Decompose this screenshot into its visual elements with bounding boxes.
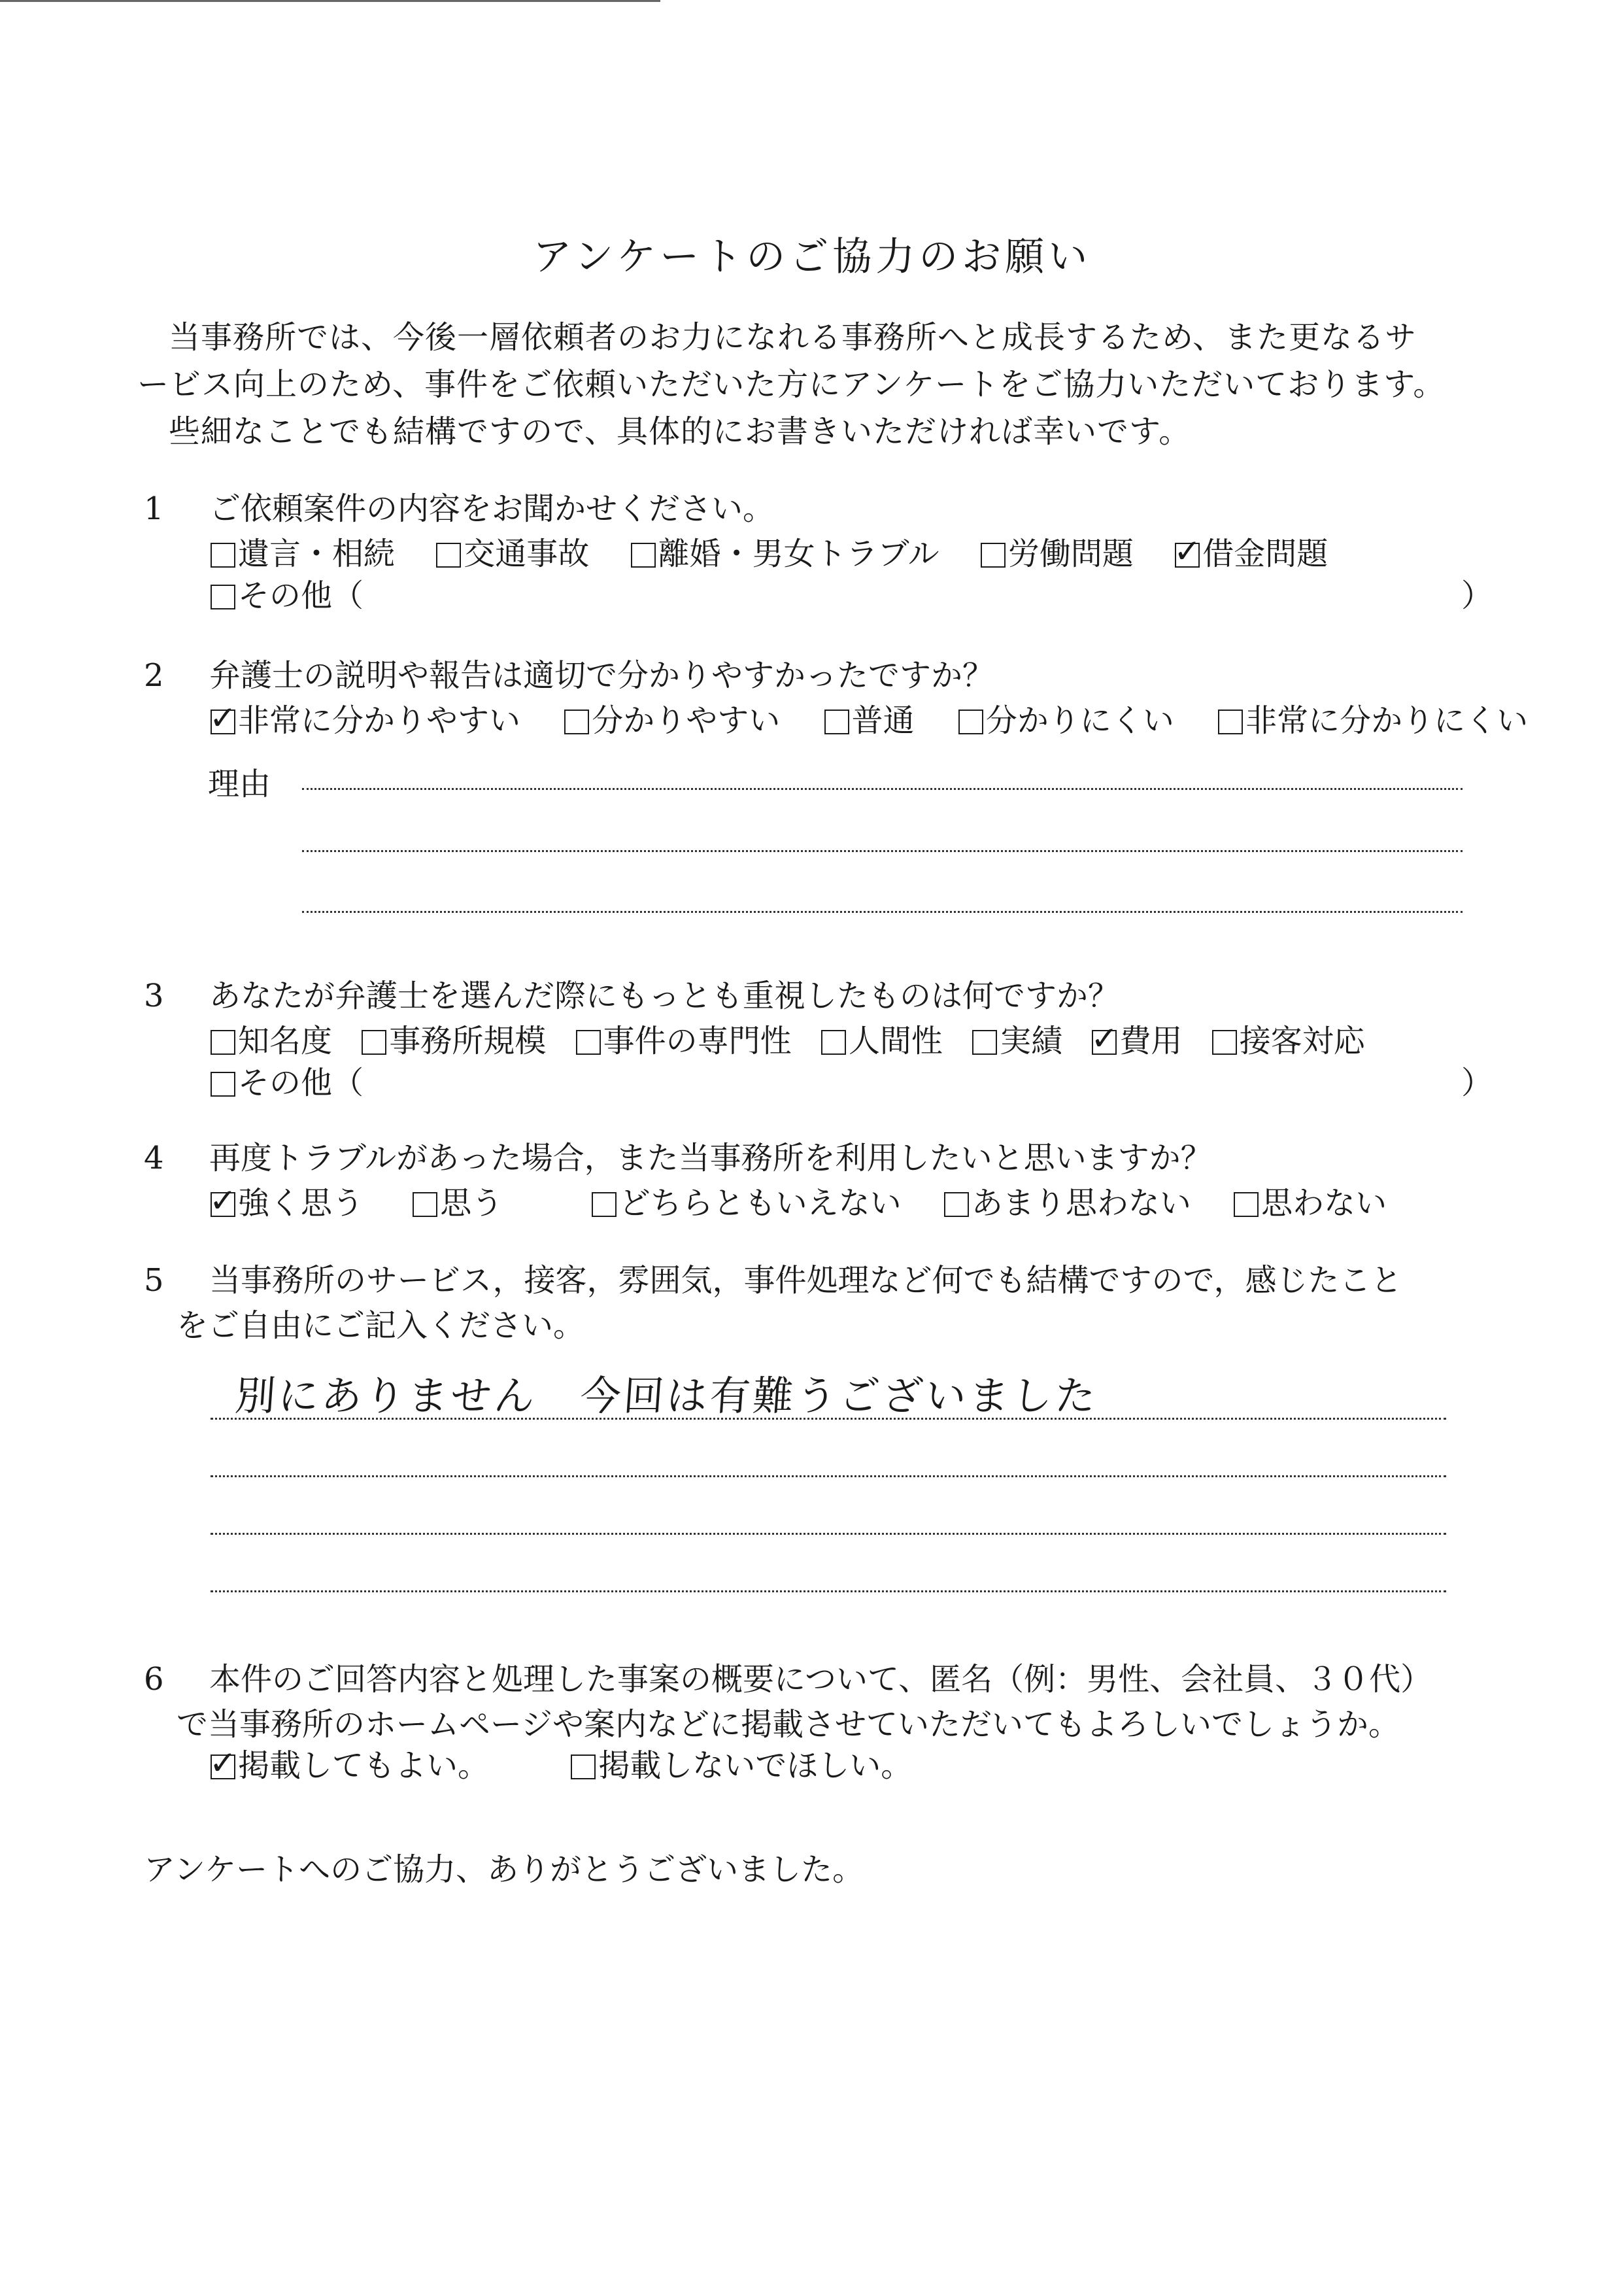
q3-option[interactable]: 接客対応 (1212, 1016, 1365, 1061)
question-number: 2 (144, 657, 164, 694)
q3-other: その他（ (211, 1057, 364, 1103)
q1-option[interactable]: ✓ 借金問題 (1174, 532, 1328, 572)
q4-options (211, 1178, 1387, 1223)
checkbox[interactable] (211, 1072, 235, 1097)
q1-option[interactable]: 労働問題 (981, 528, 1134, 574)
q2-option[interactable]: 非常に分かりにくい (1218, 695, 1528, 740)
q6-options (211, 1740, 912, 1785)
intro-line: ービス向上のため、事件をご依頼いただいた方にアンケートをご協力いただいております。 (137, 366, 1446, 403)
q4-option[interactable]: 思う (413, 1178, 503, 1223)
q1-option[interactable]: 離婚・男女トラブル (631, 528, 939, 574)
checkbox-checked[interactable] (209, 1182, 237, 1220)
q3-other-close: ） (1461, 1065, 1493, 1101)
checkbox[interactable] (413, 1192, 437, 1217)
page-title: アンケートのご協力のお願い (532, 234, 1092, 280)
question-number: 3 (144, 978, 164, 1014)
q3-options (211, 1016, 1365, 1061)
q6-option[interactable]: 掲載しないでほしい。 (571, 1740, 912, 1785)
q3-option[interactable]: 人間性 (821, 1016, 943, 1061)
checkbox[interactable] (1218, 710, 1243, 734)
question-text: あなたが弁護士を選んだ際にもっとも重視したものは何ですか？ (209, 978, 1120, 1014)
reason-label: 理由 (208, 766, 271, 802)
checkbox-checked[interactable] (209, 1744, 237, 1782)
q3-option[interactable]: ✓ 費用 (1091, 1019, 1183, 1059)
q3-option[interactable]: 知名度 (211, 1016, 332, 1061)
q3-option[interactable]: 事務所規模 (362, 1016, 546, 1061)
q2-option[interactable]: 普通 (824, 695, 915, 740)
checkbox[interactable] (972, 1030, 997, 1055)
question-number: 4 (144, 1140, 164, 1176)
q2-option[interactable]: 分かりやすい (564, 695, 780, 740)
checkbox[interactable] (436, 543, 461, 568)
question-text: ご依頼案件の内容をお聞かせください。 (209, 490, 775, 527)
checkbox[interactable] (592, 1192, 617, 1217)
q4-option[interactable]: 思わない (1234, 1178, 1387, 1223)
q2-options (211, 695, 1528, 740)
checkbox[interactable] (944, 1192, 969, 1217)
checkbox[interactable] (211, 543, 235, 568)
q1-option[interactable]: 遺言・相続 (211, 528, 395, 574)
reason-line[interactable] (302, 911, 1463, 913)
checkbox[interactable] (1212, 1030, 1237, 1055)
top-rule (0, 0, 660, 2)
answer-line[interactable] (211, 1418, 1446, 1420)
reason-line[interactable] (302, 850, 1463, 852)
checkbox[interactable] (362, 1030, 386, 1055)
intro-text (137, 314, 1510, 455)
q4-option[interactable]: どちらともいえない (592, 1178, 902, 1223)
q3-option[interactable]: 事件の専門性 (576, 1016, 792, 1061)
q2-option[interactable]: ✓ 非常に分かりやすい (209, 699, 521, 739)
q1-other: その他（ (211, 570, 364, 615)
check-mark-icon: ✓ (209, 1182, 237, 1220)
checkbox[interactable] (576, 1030, 601, 1055)
checkbox-checked[interactable] (1174, 532, 1202, 570)
q6-option[interactable]: ✓ 掲載してもよい。 (209, 1744, 490, 1784)
check-mark-icon: ✓ (1174, 532, 1202, 570)
intro-line: 当事務所では、今後一層依頼者のお力になれる事務所へと成長するため、また更なるサ (169, 319, 1417, 356)
check-mark-icon: ✓ (209, 1744, 237, 1782)
handwritten-answer: 別にありません 今回は有難うございました (233, 1372, 1100, 1420)
checkbox[interactable] (1234, 1192, 1259, 1217)
q1-other-close: ） (1461, 577, 1493, 614)
checkbox[interactable] (981, 543, 1006, 568)
thanks-text: アンケートへのご協力、ありがとうございました。 (144, 1851, 864, 1888)
answer-line[interactable] (211, 1590, 1446, 1592)
intro-line: 些細なことでも結構ですので、具体的にお書きいただければ幸いです。 (169, 413, 1191, 450)
question-text: 弁護士の説明や報告は適切で分かりやすかったですか？ (209, 657, 994, 694)
checkbox-checked[interactable] (1091, 1019, 1119, 1057)
q4-option[interactable]: あまり思わない (944, 1178, 1191, 1223)
reason-line[interactable] (302, 788, 1463, 790)
question-text-cont: で当事務所のホームページや案内などに掲載させていただいてもよろしいでしょうか。 (177, 1706, 1400, 1743)
question-text: 当事務所のサービス，接客，雰囲気，事件処理など何でも結構ですので，感じたこと (209, 1262, 1402, 1299)
q1-options (211, 528, 1359, 574)
q4-option[interactable]: ✓ 強く思う (209, 1182, 364, 1222)
q3-option[interactable]: 実績 (972, 1016, 1062, 1061)
checkbox-checked[interactable] (209, 699, 237, 737)
checkbox[interactable] (211, 1030, 235, 1055)
answer-line[interactable] (211, 1475, 1446, 1477)
question-number: 1 (144, 490, 164, 527)
checkbox[interactable] (571, 1755, 596, 1779)
question-text: 再度トラブルがあった場合，また当事務所を利用したいと思いますか？ (209, 1140, 1212, 1176)
checkbox[interactable] (564, 710, 589, 734)
check-mark-icon: ✓ (209, 699, 237, 737)
checkbox[interactable] (211, 585, 235, 609)
checkbox[interactable] (824, 710, 849, 734)
q1-option[interactable]: 交通事故 (436, 528, 589, 574)
question-text-cont: をご自由にご記入ください。 (177, 1307, 585, 1344)
checkbox[interactable] (821, 1030, 846, 1055)
check-mark-icon: ✓ (1091, 1019, 1119, 1057)
question-text: 本件のご回答内容と処理した事案の概要について、匿名（例：男性、会社員、３０代） (209, 1661, 1432, 1698)
checkbox[interactable] (958, 710, 983, 734)
question-number: 6 (144, 1661, 164, 1698)
question-number: 5 (144, 1262, 164, 1299)
checkbox[interactable] (631, 543, 656, 568)
q2-option[interactable]: 分かりにくい (958, 695, 1174, 740)
answer-line[interactable] (211, 1533, 1446, 1535)
